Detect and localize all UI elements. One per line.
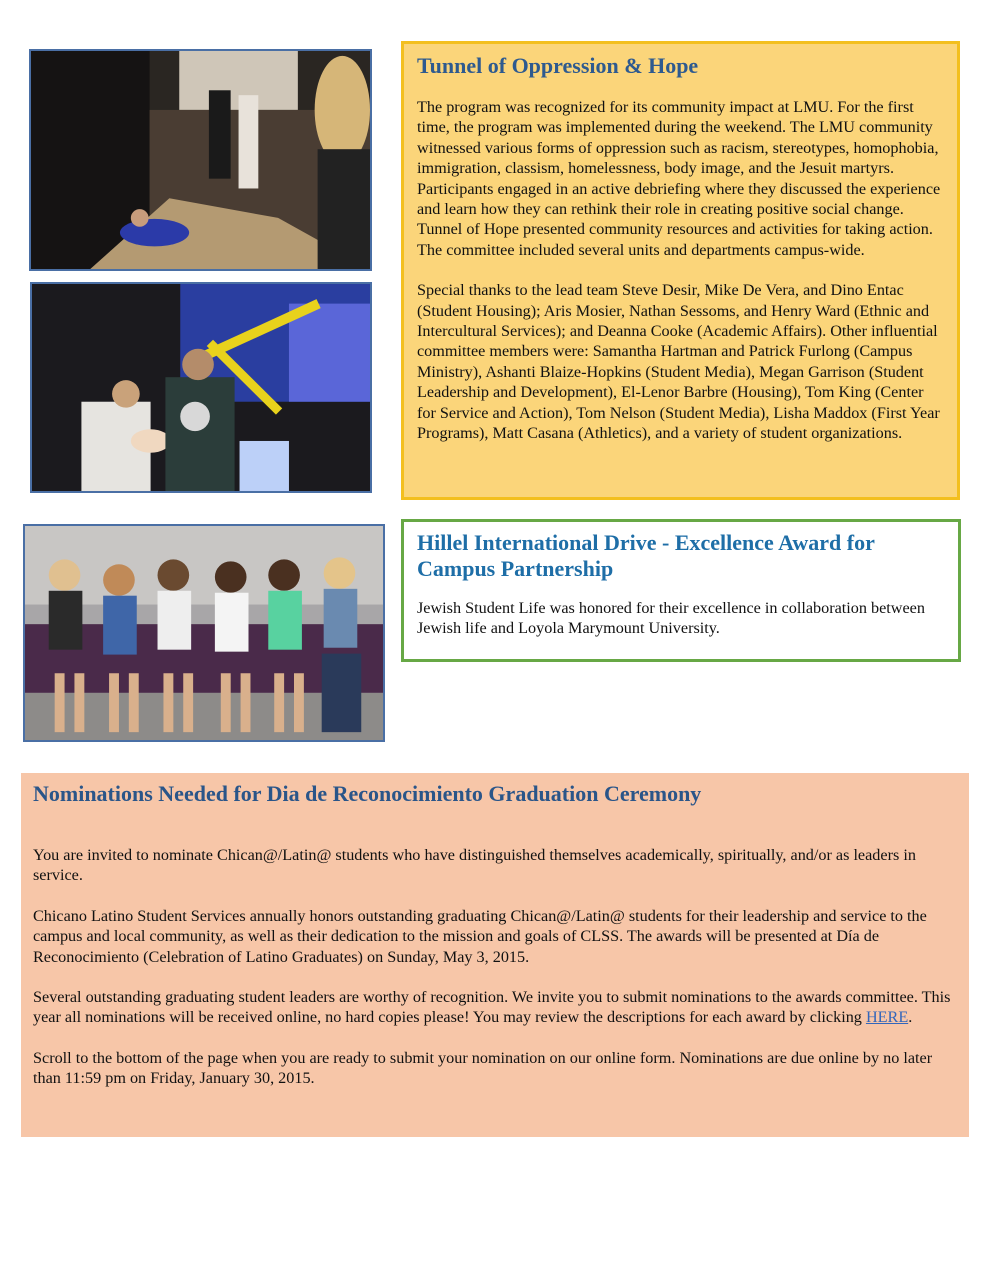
tunnel-paragraph-2: Special thanks to the lead team Steve Desir, Mike De Vera, and Dino Entac (Student Housing); Aris Mosier, Nathan Sessoms, and Henry Ward (Ethnic and Intercultural Services); and Deanna Cooke (Academic Affairs). Other influential committee members were: Samantha Hartman and Patrick Furlong (Campus Ministry), Ashanti Blaize-Hopkins (Student Media), Megan Garrison (Student Leadership and Development), El-Lenor Barbre (Housing), Tom King (Center for Service and Action), Tom Nelson (Student Media), Lisha Maddox (First Year Programs), Matt Casana (Athletics), and a variety of student organizations.: [417, 281, 940, 443]
photo-icon: [25, 526, 383, 740]
tunnel-of-oppression-section: [401, 41, 960, 500]
nominations-paragraph-3-text: Several outstanding graduating student leaders are worthy of recognition. We invite you to submit nominations to the awards committee. This year all nominations will be received online, no hard copies please! You may review the descriptions for each award by clicking: [33, 988, 951, 1027]
hillel-award-section: [401, 519, 961, 662]
photo-icon: [32, 284, 370, 491]
nominations-title: Nominations Needed for Dia de Reconocimiento Graduation Ceremony: [33, 781, 702, 806]
tunnel-photo-sleeping-bag: [29, 49, 372, 271]
hillel-paragraph: Jewish Student Life was honored for their excellence in collaboration between Jewish life and Loyola Marymount University.: [417, 599, 925, 638]
nominations-paragraph-1: You are invited to nominate Chican@/Latin@ students who have distinguished themselves academically, spiritually, and/or as leaders in service.: [33, 846, 916, 885]
nominations-paragraph-2: Chicano Latino Student Services annually honors outstanding graduating Chican@/Latin@ students for their leadership and service to the campus and local community, as well as their dedication to the mission and goals of CLSS. The awards will be presented at Día de Reconocimiento (Celebration of Latino Graduates) on Sunday, May 3, 2015.: [33, 906, 927, 966]
nominations-paragraph-4: Scroll to the bottom of the page when you are ready to submit your nomination on our online form. Nominations are due online by no later than 11:59 pm on Friday, January 30, 2015.: [33, 1048, 933, 1088]
hillel-title: Hillel International Drive - Excellence Award for Campus Partnership: [417, 530, 875, 581]
hillel-photo-group: [23, 524, 385, 742]
tunnel-paragraph-1: The program was recognized for its community impact at LMU. For the first time, the program was implemented during the weekend. The LMU community witnessed various forms of oppression such as racism, stereotypes, homophobia, immigration, classism, homelessness, body image, and the Jesuit martyrs. Participants engaged in an active debriefing where they discussed the experience and learn how they can rethink their role in creating positive social change. Tunnel of Hope presented community resources and activities for taking action. The committee included several units and departments campus-wide.: [417, 98, 941, 259]
nominations-section: [21, 773, 969, 1137]
tunnel-photo-caution-tape: [30, 282, 372, 493]
nominations-paragraph-3: [33, 987, 957, 1028]
nominations-paragraph-3-end: .: [908, 1008, 913, 1027]
tunnel-title: Tunnel of Oppression & Hope: [417, 53, 699, 78]
photo-icon: [31, 51, 370, 269]
here-link[interactable]: HERE: [865, 1008, 909, 1027]
